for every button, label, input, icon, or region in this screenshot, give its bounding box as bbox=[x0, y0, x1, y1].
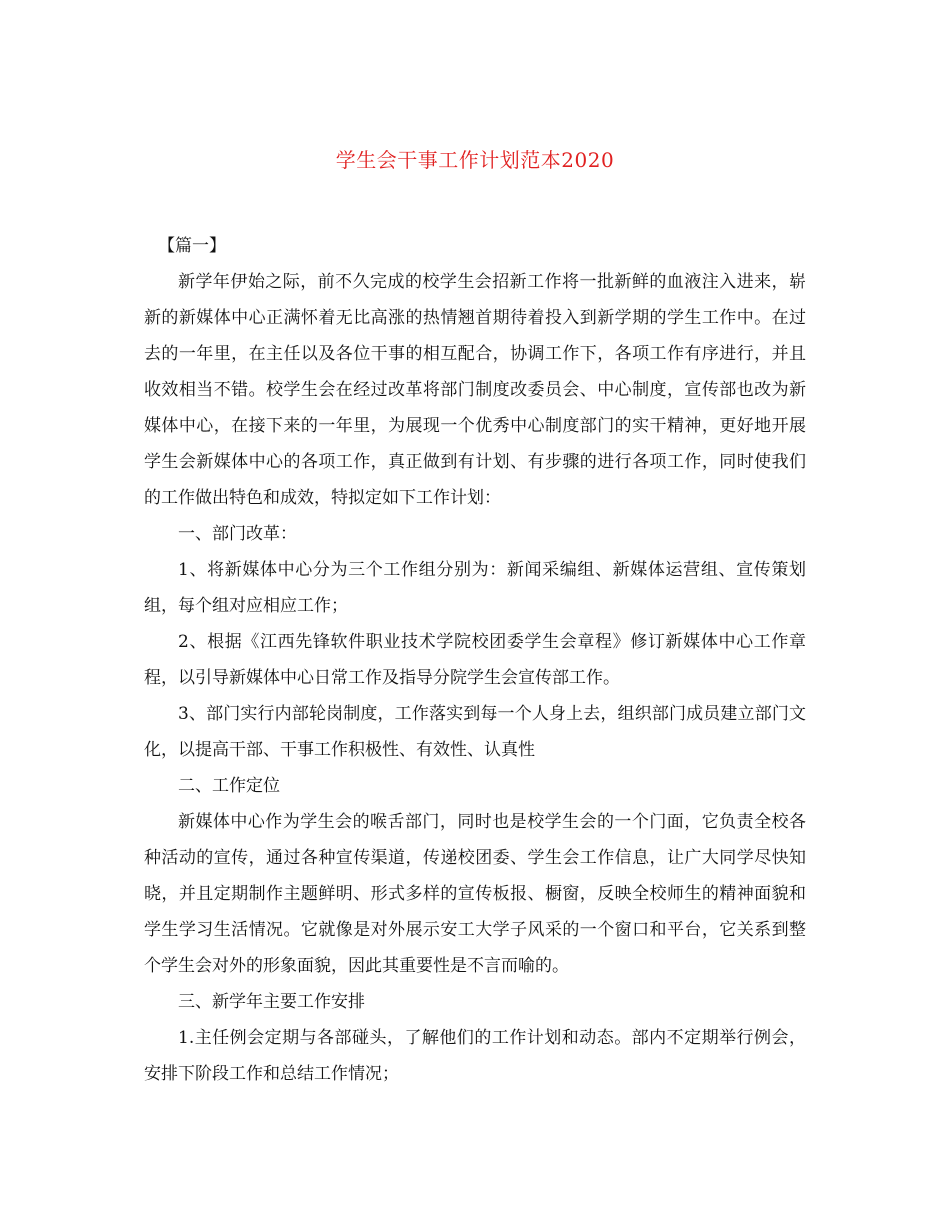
intro-paragraph: 新学年伊始之际，前不久完成的校学生会招新工作将一批新鲜的血液注入进来，崭新的新媒体中心正满怀着无比高涨的热情翘首期待着投入到新学期的学生工作中。在过去的一年里，在主任以及各位干事的相互配合，协调工作下，各项工作有序进行，并且收效相当不错。校学生会在经过改革将部门制度改委员会、中心制度，宣传部也改为新媒体中心，在接下来的一年里，为展现一个优秀中心制度部门的实干精神，更好地开展学生会新媒体中心的各项工作，真正做到有计划、有步骤的进行各项工作，同时使我们的工作做出特色和成效，特拟定如下工作计划： bbox=[144, 272, 806, 508]
heading-work-positioning: 二、工作定位 bbox=[178, 776, 280, 796]
reform-item-3: 3、部门实行内部轮岗制度，工作落实到每一个人身上去，组织部门成员建立部门文化，以提高干部、干事工作积极性、有效性、认真性 bbox=[144, 704, 806, 760]
heading-main-work-arrangement: 三、新学年主要工作安排 bbox=[178, 992, 365, 1012]
section-label-part-one: 【篇一】 bbox=[158, 236, 226, 256]
reform-item-2: 2、根据《江西先锋软件职业技术学院校团委学生会章程》修订新媒体中心工作章程，以引导新媒体中心日常工作及指导分院学生会宣传部工作。 bbox=[144, 632, 806, 688]
reform-item-1: 1、将新媒体中心分为三个工作组分别为：新闻采编组、新媒体运营组、宣传策划组，每个组对应相应工作； bbox=[144, 560, 806, 616]
positioning-paragraph: 新媒体中心作为学生会的喉舌部门，同时也是校学生会的一个门面，它负责全校各种活动的宣传，通过各种宣传渠道，传递校团委、学生会工作信息，让广大同学尽快知晓，并且定期制作主题鲜明、形式多样的宣传板报、橱窗，反映全校师生的精神面貌和学生学习生活情况。它就像是对外展示安工大学子风采的一个窗口和平台，它关系到整个学生会对外的形象面貌，因此其重要性是不言而喻的。 bbox=[144, 812, 806, 976]
arrangement-item-1: 1.主任例会定期与各部碰头，了解他们的工作计划和动态。部内不定期举行例会，安排下阶段工作和总结工作情况； bbox=[144, 1028, 806, 1084]
document-body bbox=[144, 228, 806, 1092]
heading-department-reform: 一、部门改革： bbox=[178, 524, 297, 544]
document-title: 学生会干事工作计划范本2020 bbox=[335, 148, 615, 172]
